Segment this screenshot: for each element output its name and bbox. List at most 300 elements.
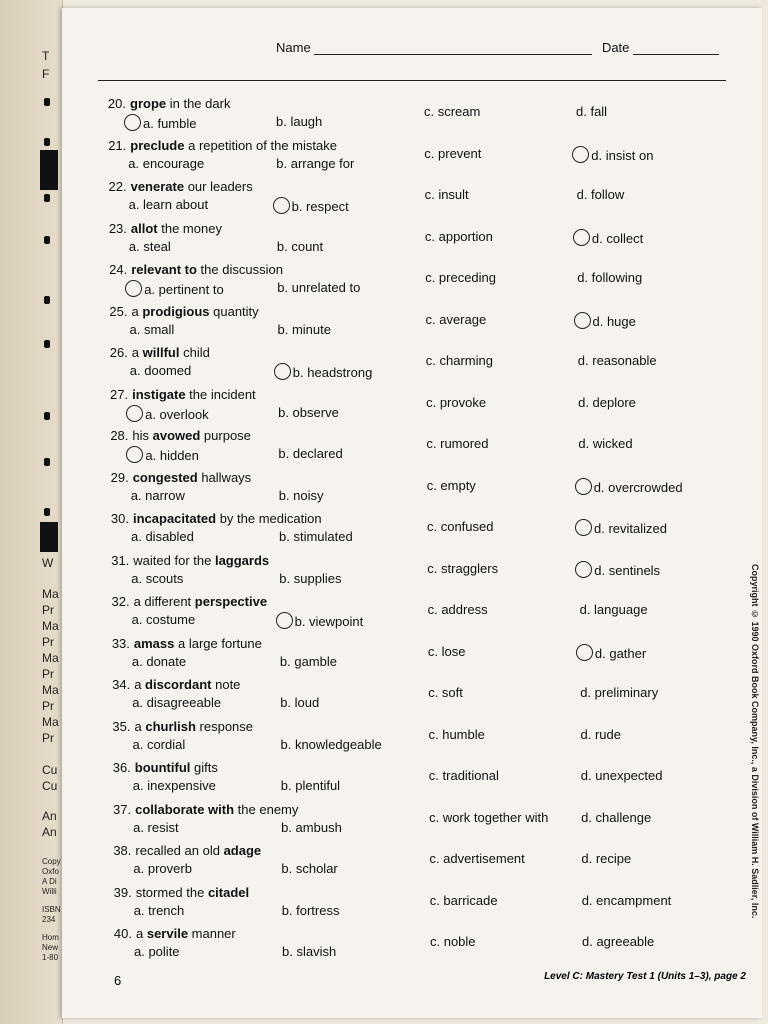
choice-a[interactable] xyxy=(131,571,183,586)
black-tab xyxy=(40,522,58,552)
question-stem xyxy=(99,221,222,236)
vocabulary-word: willful xyxy=(142,345,180,360)
choice-text: a. polite xyxy=(134,944,180,959)
stem-text: manner xyxy=(188,926,236,941)
choice-text: c. scream xyxy=(424,104,481,119)
question-row xyxy=(100,304,740,346)
choice-text: c. insult xyxy=(424,187,469,202)
stem-text: in the dark xyxy=(166,96,231,111)
choice-c[interactable] xyxy=(427,519,494,534)
edge-text: Ma xyxy=(42,715,59,729)
vocabulary-word: grope xyxy=(130,96,167,111)
choice-text: b. viewpoint xyxy=(294,614,364,629)
choice-a[interactable] xyxy=(130,322,175,337)
vocabulary-word: allot xyxy=(130,220,158,236)
choice-c[interactable] xyxy=(429,851,524,866)
choice-b[interactable] xyxy=(281,778,340,793)
choice-text: c. soft xyxy=(428,685,463,700)
choice-b[interactable] xyxy=(281,820,342,835)
question-row xyxy=(103,843,743,885)
choice-d[interactable] xyxy=(578,395,636,410)
question-number: 27. xyxy=(110,386,129,402)
question-stem xyxy=(104,885,249,900)
choice-b[interactable] xyxy=(279,529,353,544)
choice-c[interactable] xyxy=(428,685,463,700)
choice-text: d. unexpected xyxy=(580,768,663,783)
choice-d[interactable] xyxy=(580,644,646,661)
choice-b[interactable] xyxy=(281,861,337,876)
choice-b[interactable] xyxy=(281,737,382,752)
question-row xyxy=(101,470,741,512)
choice-text: b. gamble xyxy=(279,653,337,669)
choice-c[interactable] xyxy=(426,312,487,327)
question-number: 35. xyxy=(112,718,131,734)
choice-text: d. rude xyxy=(580,726,621,742)
choice-a[interactable] xyxy=(130,405,209,422)
choice-b[interactable] xyxy=(280,612,364,629)
question-row xyxy=(100,387,740,429)
choice-c[interactable] xyxy=(427,561,498,576)
choice-a[interactable] xyxy=(132,654,186,669)
vocabulary-word: laggards xyxy=(214,552,270,568)
edge-text: Ma xyxy=(42,651,59,665)
question-row xyxy=(103,719,743,761)
choice-text: b. count xyxy=(276,238,324,254)
choice-text: b. slavish xyxy=(282,944,337,959)
question-number: 29. xyxy=(110,469,129,485)
question-number: 31. xyxy=(111,552,130,568)
question-stem xyxy=(103,760,218,775)
choice-text: d. follow xyxy=(576,187,625,202)
choice-text: d. following xyxy=(577,270,643,285)
question-number: 40. xyxy=(113,926,132,941)
choice-d[interactable] xyxy=(581,727,621,742)
question-row xyxy=(102,636,742,678)
vocabulary-word: relevant to xyxy=(131,262,197,277)
edge-text: An xyxy=(42,809,57,823)
question-stem xyxy=(102,594,267,609)
choice-d[interactable] xyxy=(578,312,636,329)
choice-text: d. deplore xyxy=(578,394,636,410)
choice-text: b. scholar xyxy=(281,861,338,876)
test-title: Level C: Mastery Test 1 (Units 1–3), page 2 xyxy=(544,971,746,982)
question-number: 26. xyxy=(109,345,128,360)
choice-d[interactable] xyxy=(576,146,653,163)
choice-text: b. unrelated to xyxy=(277,280,361,295)
choice-text: c. preceding xyxy=(425,270,497,285)
choice-c[interactable] xyxy=(429,810,548,825)
pen-circle-mark xyxy=(572,146,589,163)
edge-text: Pr xyxy=(42,635,54,649)
choice-c[interactable] xyxy=(425,229,493,244)
choice-text: b. knowledgeable xyxy=(280,736,382,752)
question-number: 32. xyxy=(111,594,130,609)
choice-text: a. inexpensive xyxy=(132,778,216,793)
choice-text: d. agreeable xyxy=(582,934,655,949)
pen-circle-mark xyxy=(125,280,142,297)
choice-text: d. fall xyxy=(576,104,608,119)
question-stem xyxy=(100,428,251,443)
bullet-mark xyxy=(44,296,50,304)
choice-a[interactable] xyxy=(134,903,185,918)
question-stem xyxy=(102,677,240,692)
choice-text: c. provoke xyxy=(426,394,487,410)
choice-text: c. confused xyxy=(427,519,494,534)
vocabulary-word: venerate xyxy=(130,179,185,194)
question-row xyxy=(103,802,743,844)
choice-c[interactable] xyxy=(425,270,496,285)
choice-d[interactable] xyxy=(580,602,648,617)
choice-text: a. narrow xyxy=(130,487,185,503)
vocabulary-word: preclude xyxy=(130,137,185,153)
choice-a[interactable] xyxy=(129,280,224,297)
choice-d[interactable] xyxy=(579,519,667,536)
vocabulary-word: citadel xyxy=(207,884,250,900)
choice-a[interactable] xyxy=(131,488,185,503)
stem-text: quantity xyxy=(209,303,259,319)
choice-d[interactable] xyxy=(576,104,607,119)
question-row xyxy=(104,885,744,927)
choice-b[interactable] xyxy=(276,114,322,129)
vocabulary-word: adage xyxy=(223,843,262,858)
choice-a[interactable] xyxy=(133,861,192,876)
choice-text: d. sentinels xyxy=(594,562,661,578)
choice-c[interactable] xyxy=(429,727,485,742)
choice-b[interactable] xyxy=(278,322,331,337)
edge-text: F xyxy=(42,67,50,81)
choice-b[interactable] xyxy=(282,944,336,959)
question-number: 25. xyxy=(109,303,128,319)
choice-text: c. charming xyxy=(425,353,493,368)
choice-d[interactable] xyxy=(579,478,683,495)
stem-text: waited for the xyxy=(133,552,215,568)
choice-text: b. headstrong xyxy=(292,365,373,380)
choice-d[interactable] xyxy=(581,810,651,825)
question-number: 36. xyxy=(112,760,131,775)
test-page xyxy=(62,8,762,1018)
question-row xyxy=(101,511,741,553)
choice-b[interactable] xyxy=(277,280,360,295)
choice-text: b. stimulated xyxy=(279,529,353,544)
choice-c[interactable] xyxy=(426,436,488,451)
choice-b[interactable] xyxy=(282,903,340,918)
bullet-mark xyxy=(44,236,50,244)
choice-text: c. average xyxy=(425,311,487,327)
choice-text: c. rumored xyxy=(426,436,489,451)
choice-a[interactable] xyxy=(129,239,171,254)
question-stem xyxy=(101,511,322,526)
choice-d[interactable] xyxy=(577,229,643,246)
stem-text: child xyxy=(179,345,210,360)
pen-circle-mark xyxy=(573,229,590,246)
choice-d[interactable] xyxy=(579,561,660,578)
stem-text: his xyxy=(132,428,153,443)
choice-text: a. proverb xyxy=(133,861,192,876)
choice-d[interactable] xyxy=(580,685,658,700)
name-label: Name xyxy=(276,40,311,55)
question-stem xyxy=(100,304,259,319)
edge-text: Hom xyxy=(42,933,59,942)
pen-circle-mark xyxy=(124,114,141,131)
choice-text: b. supplies xyxy=(279,570,342,586)
vocabulary-word: amass xyxy=(133,635,175,651)
bullet-mark xyxy=(44,194,50,202)
choice-text: c. apportion xyxy=(424,228,493,244)
question-number: 21. xyxy=(108,137,127,153)
stem-text: by the medication xyxy=(216,511,322,526)
question-row xyxy=(99,221,739,263)
choice-text: a. scouts xyxy=(131,570,184,586)
choice-a[interactable] xyxy=(132,612,196,627)
choice-text: a. disagreeable xyxy=(132,695,222,710)
choice-text: c. advertisement xyxy=(429,851,525,866)
choice-b[interactable] xyxy=(279,488,324,503)
question-row xyxy=(102,677,742,719)
choice-a[interactable] xyxy=(128,114,196,131)
choice-b[interactable] xyxy=(278,405,339,420)
choice-text: c. noble xyxy=(430,934,476,949)
choice-a[interactable] xyxy=(131,529,194,544)
edge-text: New xyxy=(42,943,59,952)
choice-c[interactable] xyxy=(428,644,466,659)
choice-text: d. reasonable xyxy=(577,353,657,368)
choice-a[interactable] xyxy=(134,944,180,959)
bullet-mark xyxy=(44,508,50,516)
choice-text: b. respect xyxy=(291,199,349,214)
choice-a[interactable] xyxy=(129,197,209,212)
choice-b[interactable] xyxy=(277,197,349,214)
choice-text: c. prevent xyxy=(424,145,482,161)
bullet-mark xyxy=(44,340,50,348)
choice-text: c. stragglers xyxy=(427,560,499,576)
stem-text: a xyxy=(134,718,146,734)
stem-text: our leaders xyxy=(184,179,253,194)
choice-a[interactable] xyxy=(133,778,216,793)
question-stem xyxy=(100,345,210,360)
choice-text: c. empty xyxy=(426,477,476,493)
stem-text: a xyxy=(131,303,143,319)
bullet-mark xyxy=(44,412,50,420)
edge-text: ISBN xyxy=(42,905,61,914)
stem-text: a xyxy=(136,926,147,941)
choice-text: c. humble xyxy=(428,726,485,742)
pen-circle-mark xyxy=(574,312,591,329)
choice-text: a. donate xyxy=(131,653,187,669)
choice-d[interactable] xyxy=(582,893,672,908)
underlying-page-edge xyxy=(0,0,63,1024)
stem-text: stormed the xyxy=(135,884,208,900)
pen-circle-mark xyxy=(575,519,592,536)
choice-c[interactable] xyxy=(430,893,498,908)
question-number: 20. xyxy=(107,96,126,111)
edge-text: An xyxy=(42,825,57,839)
choice-b[interactable] xyxy=(277,239,323,254)
edge-text: W xyxy=(42,556,54,570)
choice-a[interactable] xyxy=(130,363,191,378)
question-row xyxy=(100,428,740,470)
choice-d[interactable] xyxy=(577,270,642,285)
question-row xyxy=(102,594,742,636)
vocabulary-word: avowed xyxy=(152,428,201,443)
choice-text: a. steal xyxy=(128,238,171,254)
choice-d[interactable] xyxy=(581,851,631,866)
black-tab xyxy=(40,150,58,190)
question-row xyxy=(99,179,739,221)
vocabulary-word: incapacitated xyxy=(133,511,217,526)
choice-a[interactable] xyxy=(128,156,204,171)
pen-circle-mark xyxy=(273,197,290,214)
choice-text: a. resist xyxy=(133,819,179,835)
choice-text: c. work together with xyxy=(429,809,549,825)
choice-d[interactable] xyxy=(578,353,657,368)
choice-c[interactable] xyxy=(426,395,486,410)
choice-c[interactable] xyxy=(429,768,499,783)
choice-b[interactable] xyxy=(280,654,337,669)
question-row xyxy=(98,96,738,138)
vocabulary-word: servile xyxy=(146,926,189,941)
choice-b[interactable] xyxy=(279,571,341,586)
choice-text: c. lose xyxy=(427,643,466,659)
stem-text: recalled an old xyxy=(135,843,224,858)
stem-text: a large fortune xyxy=(174,635,262,651)
vocabulary-word: bountiful xyxy=(134,760,191,775)
question-number: 38. xyxy=(113,843,132,858)
bullet-mark xyxy=(44,138,50,146)
choice-text: d. wicked xyxy=(578,436,633,451)
stem-text: the enemy xyxy=(234,801,299,817)
vocabulary-word: instigate xyxy=(132,386,186,402)
stem-text: a xyxy=(134,677,146,692)
choice-d[interactable] xyxy=(577,187,625,202)
choice-b[interactable] xyxy=(278,446,342,461)
choice-d[interactable] xyxy=(582,934,654,949)
edge-text: Ma xyxy=(42,683,59,697)
choice-c[interactable] xyxy=(426,353,493,368)
choice-b[interactable] xyxy=(276,156,354,171)
choice-c[interactable] xyxy=(427,478,476,493)
choice-text: a. learn about xyxy=(128,197,209,212)
choice-text: d. huge xyxy=(592,313,636,329)
choice-text: b. plentiful xyxy=(280,778,341,793)
choice-d[interactable] xyxy=(578,436,632,451)
choice-c[interactable] xyxy=(424,146,481,161)
choice-text: b. fortress xyxy=(281,902,340,918)
stem-text: gifts xyxy=(190,760,218,775)
choice-text: a. trench xyxy=(133,902,185,918)
pen-circle-mark xyxy=(575,478,592,495)
edge-text: Willi xyxy=(42,887,57,896)
date-label: Date xyxy=(601,40,630,55)
question-row xyxy=(101,553,741,595)
choice-text: a. cordial xyxy=(132,736,186,752)
choice-c[interactable] xyxy=(425,187,469,202)
edge-text: Pr xyxy=(42,699,54,713)
choice-text: c. address xyxy=(427,602,488,617)
name-date-header xyxy=(276,40,719,55)
question-number: 39. xyxy=(113,884,132,900)
choice-text: c. barricade xyxy=(429,892,498,908)
question-stem xyxy=(103,802,298,817)
vocabulary-word: discordant xyxy=(145,677,212,692)
choice-b[interactable] xyxy=(280,695,319,710)
edge-text: Copy xyxy=(42,857,61,866)
edge-text: Cu xyxy=(42,779,58,793)
choice-text: d. preliminary xyxy=(580,685,659,700)
name-field[interactable] xyxy=(314,42,592,55)
choice-text: d. collect xyxy=(591,230,644,246)
choice-c[interactable] xyxy=(428,602,488,617)
edge-text: 1-80 xyxy=(42,953,59,962)
choice-text: a. pertinent to xyxy=(144,282,224,297)
question-stem xyxy=(103,843,261,858)
question-number: 22. xyxy=(108,179,127,194)
choice-b[interactable] xyxy=(278,363,373,380)
choice-c[interactable] xyxy=(430,934,476,949)
stem-text: response xyxy=(195,718,254,734)
choice-a[interactable] xyxy=(133,737,186,752)
stem-text: a xyxy=(131,345,143,360)
vocabulary-word: prodigious xyxy=(142,303,210,319)
question-number: 33. xyxy=(111,635,130,651)
choice-text: b. declared xyxy=(278,446,343,461)
choice-text: a. encourage xyxy=(128,155,205,171)
pen-circle-mark xyxy=(576,644,593,661)
choice-a[interactable] xyxy=(133,820,179,835)
edge-text: Ma xyxy=(42,619,59,633)
pen-circle-mark xyxy=(575,561,592,578)
question-number: 30. xyxy=(110,511,129,526)
copyright-notice: Copyright © 1990 Oxford Book Company, Inc., a Division of William H. Sadlier, Inc. xyxy=(750,564,760,919)
question-stem xyxy=(101,470,251,485)
question-number: 23. xyxy=(108,220,127,236)
choice-a[interactable] xyxy=(130,446,199,463)
choice-text: b. arrange for xyxy=(276,155,355,171)
question-stem xyxy=(103,719,254,734)
question-stem xyxy=(101,553,269,568)
choice-text: d. revitalized xyxy=(594,521,667,536)
choice-text: b. ambush xyxy=(281,819,342,835)
edge-text: Oxfo xyxy=(42,867,59,876)
choice-text: a. doomed xyxy=(129,363,192,378)
stem-text: the discussion xyxy=(196,262,283,277)
choice-text: d. language xyxy=(579,602,648,617)
choice-text: a. hidden xyxy=(145,448,199,463)
choice-c[interactable] xyxy=(424,104,480,119)
choice-d[interactable] xyxy=(581,768,663,783)
stem-text: a repetition of the mistake xyxy=(184,137,337,153)
question-number: 34. xyxy=(112,677,131,692)
choice-a[interactable] xyxy=(132,695,221,710)
choice-text: b. noisy xyxy=(278,487,324,503)
edge-text: A Di xyxy=(42,877,57,886)
vocabulary-word: congested xyxy=(132,469,198,485)
choice-text: b. minute xyxy=(277,321,331,337)
choice-text: b. loud xyxy=(280,695,320,710)
choice-text: d. challenge xyxy=(581,809,652,825)
question-stem xyxy=(99,262,283,277)
choice-text: d. encampment xyxy=(581,892,672,908)
choice-text: a. fumble xyxy=(143,116,197,131)
date-field[interactable] xyxy=(633,42,719,55)
question-number: 37. xyxy=(113,801,132,817)
choice-text: d. insist on xyxy=(591,147,654,163)
question-number: 28. xyxy=(110,428,129,443)
pen-circle-mark xyxy=(276,612,293,629)
pen-circle-mark xyxy=(126,446,143,463)
vocabulary-word: perspective xyxy=(194,594,268,609)
edge-text: Pr xyxy=(42,603,54,617)
edge-text: Pr xyxy=(42,731,54,745)
